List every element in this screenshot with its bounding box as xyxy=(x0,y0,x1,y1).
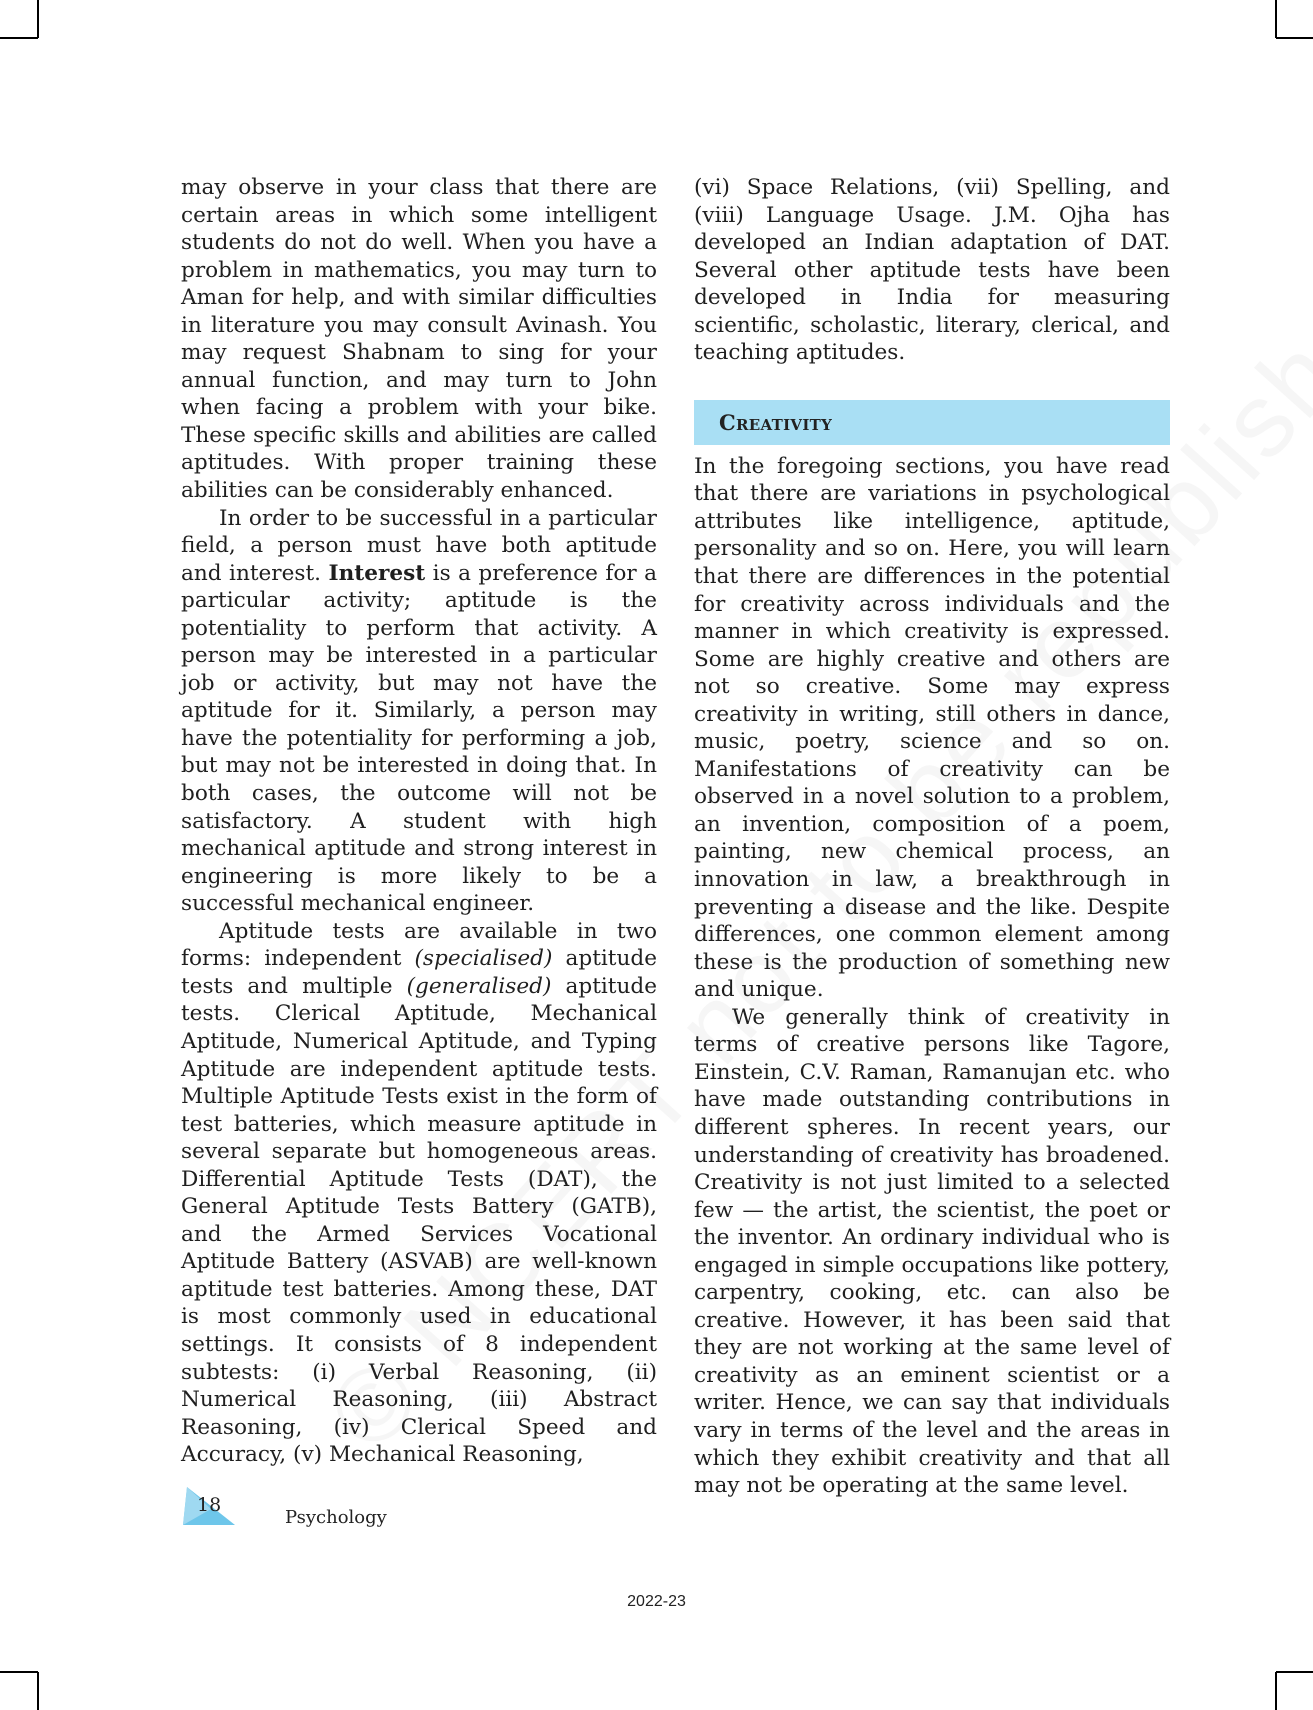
page-number: 18 xyxy=(197,1494,222,1516)
emphasis-specialised: (specialised) xyxy=(414,946,553,972)
crop-mark-top-left-h xyxy=(0,37,38,39)
text-run: aptitude tests and multiple xyxy=(181,946,657,999)
crop-mark-bottom-left-h xyxy=(0,1671,38,1673)
emphasis-generalised: (generalised) xyxy=(406,973,552,999)
crop-mark-top-right-h xyxy=(1276,37,1313,39)
crop-mark-bottom-left-v xyxy=(37,1672,39,1710)
crop-mark-bottom-right-h xyxy=(1276,1671,1313,1673)
paragraph: In the foregoing sections, you have read that there are variations in psychological attributes like intelligence, aptitude, personality and so on. Here, you will learn that there are differences in the potential for creativity across individuals and the manner in which creativity is expressed. Some are highly creative and others are not so creative. Some may express creativity in writing, still others in dance, music, poetry, science and so on. Manifestations of creativity can be observed in a novel solution to a problem, an invention, composition of a poem, painting, new chemical process, an innovation in law, a breakthrough in preventing a disease and the like. Despite differences, one common element among these is the production of something new and unique. xyxy=(694,453,1170,1003)
crop-mark-top-left-v xyxy=(37,0,39,38)
paragraph xyxy=(181,505,657,918)
key-term-interest: Interest xyxy=(328,560,426,586)
book-title: Psychology xyxy=(285,1507,387,1528)
text-run: Aptitude tests are available in two forms: independent xyxy=(181,918,657,972)
right-column xyxy=(694,174,1170,1500)
paragraph: We generally think of creativity in terms of creative persons like Tagore, Einstein, C.V. Raman, Ramanujan etc. who have made outstanding contributions in different spheres. In recent years, our understanding of creativity has broadened. Creativity is not just limited to a selected few — the artist, the scientist, the poet or the inventor. An ordinary individual who is engaged in simple occupations like pottery, carpentry, cooking, etc. can also be creative. However, it has been said that they are not working at the same level of creativity as an eminent scientist or a writer. Hence, we can say that individuals vary in terms of the level and the areas in which they exhibit creativity and that all may not be operating at the same level. xyxy=(694,1004,1170,1499)
left-column xyxy=(181,174,657,1469)
paragraph xyxy=(181,918,657,1469)
text-run: aptitude tests. Clerical Aptitude, Mechanical Aptitude, Numerical Aptitude, and Typing Aptitude are independent aptitude tests. Multiple Aptitude Tests exist in the form of test batteries, which measure aptitude in several separate but homogeneous areas. Differential Aptitude Tests (DAT), the General Aptitude Tests Battery (GATB), and the Armed Services Vocational Aptitude Battery (ASVAB) are well-known aptitude test batteries. Among these, DAT is most commonly used in educational settings. It consists of 8 independent subtests: (i) Verbal Reasoning, (ii) Numerical Reasoning, (iii) Abstract Reasoning, (iv) Clerical Speed and Accuracy, (v) Mechanical Reasoning, xyxy=(181,973,657,1468)
text-run: is a preference for a particular activity; aptitude is the potentiality to perform that activity. A person may be interested in a particular job or activity, but may not have the aptitude for it. Similarly, a person may have the potentiality for performing a job, but may not be interested in doing that. In both cases, the outcome will not be satisfactory. A student with high mechanical aptitude and strong interest in engineering is more likely to be a successful mechanical engineer. xyxy=(181,560,658,917)
section-heading: Creativity xyxy=(719,409,833,435)
crop-mark-bottom-right-v xyxy=(1275,1672,1277,1710)
paragraph: may observe in your class that there are certain areas in which some intelligent students do not do well. When you have a problem in mathematics, you may turn to Aman for help, and with similar difficulties in literature you may consult Avinash. You may request Shabnam to sing for your annual function, and may turn to John when facing a problem with your bike. These specific skills and abilities are called aptitudes. With proper training these abilities can be considerably enhanced. xyxy=(181,175,657,504)
paragraph: (vi) Space Relations, (vii) Spelling, and (viii) Language Usage. J.M. Ojha has developed an Indian adaptation of DAT. Several other aptitude tests have been developed in India for measuring scientific, scholastic, literary, clerical, and teaching aptitudes. xyxy=(694,175,1170,366)
edition-year: 2022-23 xyxy=(627,1593,686,1610)
crop-mark-top-right-v xyxy=(1275,0,1277,38)
text-run: In order to be successful in a particular field, a person must have both aptitude and interest. xyxy=(181,505,657,586)
section-heading-box xyxy=(694,400,1170,445)
page-number-marker xyxy=(181,1485,241,1527)
